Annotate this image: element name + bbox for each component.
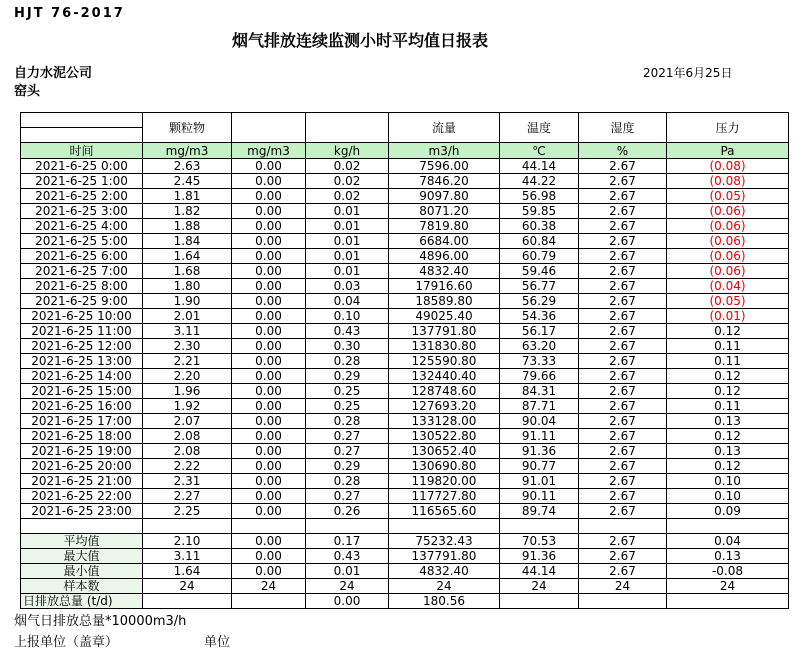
value-cell: 0.00: [232, 159, 306, 174]
value-cell: 91.01: [500, 474, 579, 489]
summary-label-cell: 最小值: [21, 564, 143, 579]
value-cell: 2.67: [579, 474, 667, 489]
value-cell: 0.43: [306, 324, 389, 339]
unit-mg-m3-b: mg/m3: [232, 143, 306, 159]
value-cell: 0.00: [232, 249, 306, 264]
value-cell: 79.66: [500, 369, 579, 384]
hour-row: [21, 234, 789, 249]
value-cell: 70.53: [500, 534, 579, 549]
value-cell: 84.31: [500, 384, 579, 399]
value-cell: 0.11: [667, 339, 789, 354]
summary-row: [21, 549, 789, 564]
value-cell: 1.68: [143, 264, 232, 279]
value-cell: (0.04): [667, 279, 789, 294]
value-cell: 0.29: [306, 459, 389, 474]
value-cell: 49025.40: [389, 309, 500, 324]
value-cell: 2.08: [143, 444, 232, 459]
value-cell: 24: [500, 579, 579, 594]
value-cell: 0.03: [306, 279, 389, 294]
value-cell: 91.11: [500, 429, 579, 444]
hour-row: [21, 354, 789, 369]
time-cell: 2021-6-25 19:00: [21, 444, 143, 459]
header-humidity: 湿度: [579, 113, 667, 143]
value-cell: 44.14: [500, 564, 579, 579]
value-cell: 0.26: [306, 504, 389, 519]
value-cell: 56.98: [500, 189, 579, 204]
hour-row: [21, 309, 789, 324]
value-cell: [389, 519, 500, 534]
value-cell: 2.25: [143, 504, 232, 519]
report-date: 2021年6月25日: [643, 66, 733, 80]
time-cell: 2021-6-25 1:00: [21, 174, 143, 189]
value-cell: 0.00: [232, 294, 306, 309]
value-cell: 9097.80: [389, 189, 500, 204]
value-cell: 2.20: [143, 369, 232, 384]
time-cell: 2021-6-25 7:00: [21, 264, 143, 279]
value-cell: 0.00: [232, 564, 306, 579]
time-cell: 2021-6-25 20:00: [21, 459, 143, 474]
value-cell: 2.08: [143, 429, 232, 444]
value-cell: 3.11: [143, 549, 232, 564]
header-pressure: 压力: [667, 113, 789, 143]
value-cell: 0.04: [306, 294, 389, 309]
value-cell: 0.27: [306, 489, 389, 504]
time-cell: 2021-6-25 3:00: [21, 204, 143, 219]
value-cell: [143, 594, 232, 609]
value-cell: 1.80: [143, 279, 232, 294]
report-unit-stamp-label: 上报单位（盖章）: [14, 635, 119, 650]
summary-label-cell: 日排放总量 (t/d): [21, 594, 143, 609]
value-cell: 130652.40: [389, 444, 500, 459]
value-cell: 0.30: [306, 339, 389, 354]
value-cell: [500, 519, 579, 534]
time-cell: 2021-6-25 17:00: [21, 414, 143, 429]
summary-row: [21, 534, 789, 549]
header-empty-top-cell: [21, 113, 143, 128]
value-cell: 130522.80: [389, 429, 500, 444]
summary-row: [21, 579, 789, 594]
value-cell: (0.08): [667, 174, 789, 189]
value-cell: 56.77: [500, 279, 579, 294]
time-cell: 2021-6-25 5:00: [21, 234, 143, 249]
value-cell: 90.11: [500, 489, 579, 504]
value-cell: 2.10: [143, 534, 232, 549]
value-cell: 2.67: [579, 384, 667, 399]
value-cell: 0.00: [232, 369, 306, 384]
value-cell: 1.96: [143, 384, 232, 399]
value-cell: 125590.80: [389, 354, 500, 369]
value-cell: 73.33: [500, 354, 579, 369]
value-cell: 0.00: [232, 174, 306, 189]
value-cell: 91.36: [500, 549, 579, 564]
value-cell: 0.00: [232, 399, 306, 414]
value-cell: 2.67: [579, 204, 667, 219]
value-cell: 137791.80: [389, 549, 500, 564]
value-cell: 119820.00: [389, 474, 500, 489]
value-cell: 137791.80: [389, 324, 500, 339]
value-cell: 132440.40: [389, 369, 500, 384]
value-cell: 75232.43: [389, 534, 500, 549]
time-cell: 2021-6-25 11:00: [21, 324, 143, 339]
value-cell: 24: [389, 579, 500, 594]
value-cell: 0.10: [667, 489, 789, 504]
header-particulate: 颗粒物: [143, 113, 232, 143]
value-cell: 0.11: [667, 399, 789, 414]
value-cell: 0.00: [232, 189, 306, 204]
value-cell: -0.08: [667, 564, 789, 579]
value-cell: 0.12: [667, 324, 789, 339]
value-cell: 0.28: [306, 474, 389, 489]
value-cell: 60.38: [500, 219, 579, 234]
value-cell: 2.67: [579, 564, 667, 579]
value-cell: 2.67: [579, 264, 667, 279]
value-cell: 59.85: [500, 204, 579, 219]
report-table-body: [21, 159, 789, 609]
value-cell: 0.12: [667, 429, 789, 444]
value-cell: 0.00: [232, 309, 306, 324]
time-cell: 2021-6-25 13:00: [21, 354, 143, 369]
flow-total-note: 烟气日排放总量*10000m3/h: [14, 614, 187, 629]
value-cell: 0.00: [232, 234, 306, 249]
value-cell: 1.84: [143, 234, 232, 249]
hour-row: [21, 189, 789, 204]
time-cell: 2021-6-25 12:00: [21, 339, 143, 354]
value-cell: 1.81: [143, 189, 232, 204]
value-cell: 2.01: [143, 309, 232, 324]
header-empty-bottom-cell: [21, 128, 143, 143]
value-cell: 44.22: [500, 174, 579, 189]
value-cell: 2.21: [143, 354, 232, 369]
value-cell: 0.00: [232, 459, 306, 474]
time-cell: 2021-6-25 18:00: [21, 429, 143, 444]
value-cell: 2.67: [579, 414, 667, 429]
value-cell: 89.74: [500, 504, 579, 519]
value-cell: 17916.60: [389, 279, 500, 294]
unit-m3-h: m3/h: [389, 143, 500, 159]
value-cell: 24: [667, 579, 789, 594]
value-cell: [232, 594, 306, 609]
unit-celsius: ℃: [500, 143, 579, 159]
value-cell: 133128.00: [389, 414, 500, 429]
time-cell: 2021-6-25 6:00: [21, 249, 143, 264]
unit-header-row: [21, 143, 789, 159]
value-cell: 0.25: [306, 384, 389, 399]
value-cell: (0.01): [667, 309, 789, 324]
value-cell: 0.00: [232, 339, 306, 354]
value-cell: 6684.00: [389, 234, 500, 249]
hour-row: [21, 324, 789, 339]
time-cell: 2021-6-25 21:00: [21, 474, 143, 489]
header-empty-col3: [232, 113, 306, 143]
hour-row: [21, 264, 789, 279]
value-cell: 0.10: [306, 309, 389, 324]
value-cell: 0.13: [667, 414, 789, 429]
hour-row: [21, 204, 789, 219]
header-flow: 流量: [389, 113, 500, 143]
value-cell: [667, 594, 789, 609]
value-cell: 0.00: [232, 534, 306, 549]
value-cell: 18589.80: [389, 294, 500, 309]
spacer-row: [21, 519, 789, 534]
value-cell: 2.67: [579, 354, 667, 369]
hour-row: [21, 339, 789, 354]
value-cell: 0.13: [667, 549, 789, 564]
value-cell: 0.00: [232, 429, 306, 444]
unit-pa: Pa: [667, 143, 789, 159]
time-cell: 2021-6-25 15:00: [21, 384, 143, 399]
value-cell: 4832.40: [389, 564, 500, 579]
value-cell: 2.67: [579, 189, 667, 204]
hour-row: [21, 474, 789, 489]
value-cell: 2.45: [143, 174, 232, 189]
value-cell: 0.29: [306, 369, 389, 384]
value-cell: 4896.00: [389, 249, 500, 264]
hour-row: [21, 279, 789, 294]
value-cell: 2.67: [579, 429, 667, 444]
value-cell: 63.20: [500, 339, 579, 354]
hour-row: [21, 219, 789, 234]
value-cell: 2.27: [143, 489, 232, 504]
hour-row: [21, 489, 789, 504]
value-cell: 0.27: [306, 444, 389, 459]
value-cell: 7846.20: [389, 174, 500, 189]
value-cell: 0.01: [306, 204, 389, 219]
value-cell: 2.67: [579, 309, 667, 324]
value-cell: 90.77: [500, 459, 579, 474]
value-cell: 0.17: [306, 534, 389, 549]
value-cell: 1.88: [143, 219, 232, 234]
value-cell: 54.36: [500, 309, 579, 324]
company-name: 自力水泥公司: [14, 66, 93, 81]
value-cell: 0.00: [232, 264, 306, 279]
summary-label-cell: 样本数: [21, 579, 143, 594]
value-cell: 0.01: [306, 564, 389, 579]
value-cell: 0.00: [232, 444, 306, 459]
value-cell: 56.17: [500, 324, 579, 339]
value-cell: 24: [143, 579, 232, 594]
value-cell: [500, 594, 579, 609]
value-cell: [667, 519, 789, 534]
value-cell: 2.67: [579, 159, 667, 174]
value-cell: (0.06): [667, 204, 789, 219]
value-cell: 0.01: [306, 234, 389, 249]
time-cell: 2021-6-25 0:00: [21, 159, 143, 174]
page-title: 烟气排放连续监测小时平均值日报表: [231, 31, 488, 50]
time-cell: 2021-6-25 10:00: [21, 309, 143, 324]
unit-percent: %: [579, 143, 667, 159]
value-cell: 116565.60: [389, 504, 500, 519]
value-cell: 4832.40: [389, 264, 500, 279]
value-cell: 0.12: [667, 369, 789, 384]
value-cell: 2.67: [579, 249, 667, 264]
value-cell: 0.01: [306, 219, 389, 234]
value-cell: 127693.20: [389, 399, 500, 414]
value-cell: 2.67: [579, 444, 667, 459]
value-cell: 0.43: [306, 549, 389, 564]
standard-code: HJT 76-2017: [14, 6, 125, 21]
value-cell: 0.00: [232, 414, 306, 429]
value-cell: [579, 594, 667, 609]
value-cell: 8071.20: [389, 204, 500, 219]
value-cell: 1.90: [143, 294, 232, 309]
value-cell: 2.67: [579, 504, 667, 519]
value-cell: 128748.60: [389, 384, 500, 399]
value-cell: 0.04: [667, 534, 789, 549]
value-cell: 180.56: [389, 594, 500, 609]
time-cell: 2021-6-25 14:00: [21, 369, 143, 384]
time-cell: 2021-6-25 8:00: [21, 279, 143, 294]
value-cell: 0.02: [306, 174, 389, 189]
value-cell: 0.01: [306, 264, 389, 279]
value-cell: 24: [232, 579, 306, 594]
value-cell: 1.82: [143, 204, 232, 219]
hour-row: [21, 159, 789, 174]
value-cell: 59.46: [500, 264, 579, 279]
value-cell: 2.67: [579, 549, 667, 564]
value-cell: [232, 519, 306, 534]
unit-kg-h: kg/h: [306, 143, 389, 159]
value-cell: 90.04: [500, 414, 579, 429]
value-cell: 0.00: [232, 474, 306, 489]
value-cell: 117727.80: [389, 489, 500, 504]
value-cell: 0.27: [306, 429, 389, 444]
value-cell: [306, 519, 389, 534]
summary-row: [21, 594, 789, 609]
value-cell: 44.14: [500, 159, 579, 174]
value-cell: (0.06): [667, 249, 789, 264]
summary-label-cell: 平均值: [21, 534, 143, 549]
time-cell: 2021-6-25 4:00: [21, 219, 143, 234]
value-cell: 60.84: [500, 234, 579, 249]
hour-row: [21, 504, 789, 519]
value-cell: 60.79: [500, 249, 579, 264]
time-cell: 2021-6-25 23:00: [21, 504, 143, 519]
time-column-header: 时间: [21, 143, 143, 159]
hour-row: [21, 459, 789, 474]
report-table: [20, 112, 789, 609]
header-temperature: 温度: [500, 113, 579, 143]
value-cell: 0.28: [306, 354, 389, 369]
value-cell: 2.67: [579, 369, 667, 384]
value-cell: 131830.80: [389, 339, 500, 354]
value-cell: 2.67: [579, 324, 667, 339]
value-cell: 0.00: [232, 384, 306, 399]
value-cell: 0.00: [232, 324, 306, 339]
value-cell: 2.22: [143, 459, 232, 474]
value-cell: 1.64: [143, 249, 232, 264]
value-cell: 7596.00: [389, 159, 500, 174]
hour-row: [21, 369, 789, 384]
value-cell: 2.67: [579, 339, 667, 354]
value-cell: (0.05): [667, 294, 789, 309]
value-cell: 2.67: [579, 174, 667, 189]
value-cell: 24: [579, 579, 667, 594]
value-cell: (0.05): [667, 189, 789, 204]
value-cell: 0.13: [667, 444, 789, 459]
hour-row: [21, 399, 789, 414]
time-cell: 2021-6-25 2:00: [21, 189, 143, 204]
value-cell: 0.28: [306, 414, 389, 429]
summary-row: [21, 564, 789, 579]
value-cell: 0.12: [667, 384, 789, 399]
time-cell: 2021-6-25 22:00: [21, 489, 143, 504]
value-cell: 2.67: [579, 534, 667, 549]
value-cell: 130690.80: [389, 459, 500, 474]
value-cell: 87.71: [500, 399, 579, 414]
value-cell: 56.29: [500, 294, 579, 309]
value-cell: 2.30: [143, 339, 232, 354]
value-cell: 0.02: [306, 159, 389, 174]
group-header-row: [21, 113, 789, 128]
value-cell: 0.00: [232, 204, 306, 219]
hour-row: [21, 294, 789, 309]
value-cell: 3.11: [143, 324, 232, 339]
value-cell: 24: [306, 579, 389, 594]
value-cell: 2.63: [143, 159, 232, 174]
value-cell: 0.09: [667, 504, 789, 519]
summary-label-cell: 最大值: [21, 549, 143, 564]
value-cell: 2.67: [579, 294, 667, 309]
unit-mg-m3-a: mg/m3: [143, 143, 232, 159]
value-cell: 2.67: [579, 234, 667, 249]
value-cell: 2.67: [579, 219, 667, 234]
hour-row: [21, 174, 789, 189]
value-cell: 2.31: [143, 474, 232, 489]
value-cell: 2.67: [579, 489, 667, 504]
value-cell: (0.06): [667, 234, 789, 249]
value-cell: 0.02: [306, 189, 389, 204]
value-cell: 0.00: [232, 279, 306, 294]
value-cell: (0.06): [667, 264, 789, 279]
hour-row: [21, 414, 789, 429]
value-cell: 2.07: [143, 414, 232, 429]
value-cell: 0.00: [232, 354, 306, 369]
value-cell: 2.67: [579, 279, 667, 294]
hour-row: [21, 384, 789, 399]
value-cell: 2.67: [579, 459, 667, 474]
value-cell: [579, 519, 667, 534]
value-cell: 1.92: [143, 399, 232, 414]
value-cell: 0.11: [667, 354, 789, 369]
value-cell: 2.67: [579, 399, 667, 414]
unit-label: 单位: [204, 635, 231, 650]
time-cell: 2021-6-25 9:00: [21, 294, 143, 309]
time-cell: 2021-6-25 16:00: [21, 399, 143, 414]
value-cell: 0.00: [232, 489, 306, 504]
value-cell: 0.01: [306, 249, 389, 264]
value-cell: 0.25: [306, 399, 389, 414]
hour-row: [21, 444, 789, 459]
value-cell: 7819.80: [389, 219, 500, 234]
value-cell: 0.10: [667, 474, 789, 489]
value-cell: 0.00: [306, 594, 389, 609]
hour-row: [21, 429, 789, 444]
value-cell: (0.08): [667, 159, 789, 174]
value-cell: 0.00: [232, 219, 306, 234]
value-cell: 91.36: [500, 444, 579, 459]
value-cell: [143, 519, 232, 534]
monitor-point: 窑头: [14, 84, 41, 99]
value-cell: (0.06): [667, 219, 789, 234]
value-cell: 1.64: [143, 564, 232, 579]
spacer-cell: [21, 519, 143, 534]
value-cell: 0.00: [232, 504, 306, 519]
header-empty-col4: [306, 113, 389, 143]
value-cell: 0.00: [232, 549, 306, 564]
hour-row: [21, 249, 789, 264]
value-cell: 0.12: [667, 459, 789, 474]
